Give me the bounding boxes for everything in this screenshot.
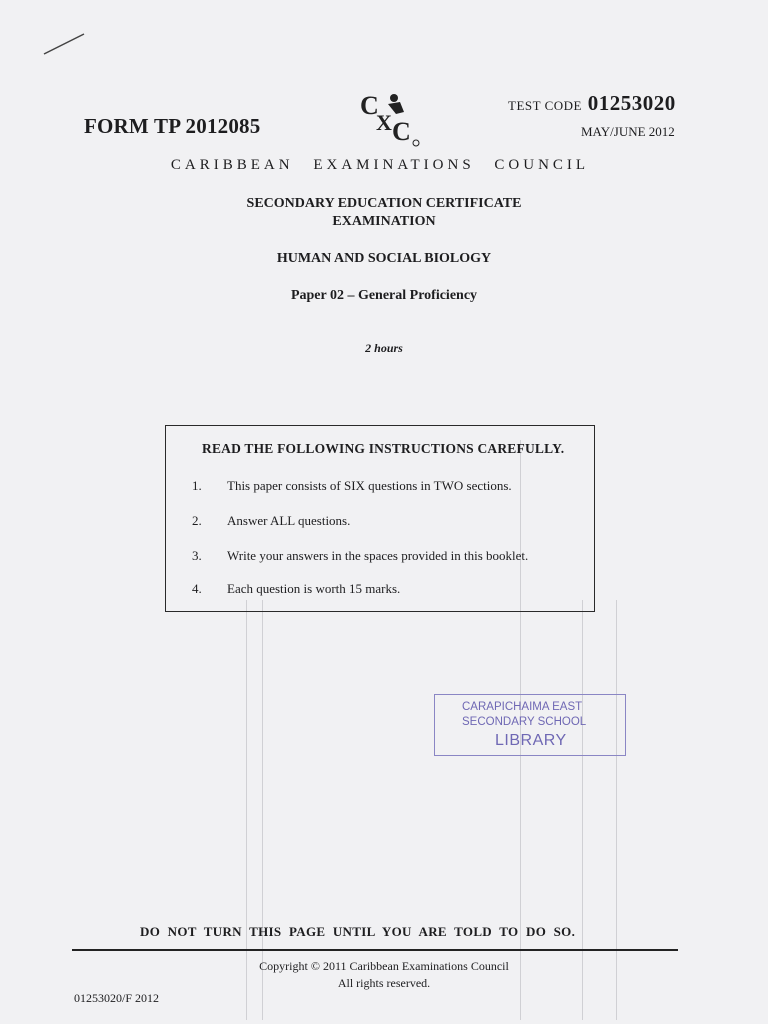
instruction-number: 4. <box>192 581 202 596</box>
instruction-number: 2. <box>192 513 202 528</box>
certificate-title <box>0 195 768 231</box>
copyright-line-1: Copyright © 2011 Caribbean Examinations Council <box>259 959 509 973</box>
instruction-item <box>192 581 400 597</box>
instruction-text: Answer ALL questions. <box>227 513 351 528</box>
instruction-number: 1. <box>192 478 202 493</box>
instruction-item <box>192 478 512 494</box>
copyright-notice <box>0 958 768 992</box>
instruction-number: 3. <box>192 548 202 563</box>
instruction-text: Write your answers in the spaces provided in this booklet. <box>227 548 529 563</box>
exam-duration: 2 hours <box>365 341 403 355</box>
test-code <box>508 91 676 116</box>
do-not-turn-warning: DO NOT TURN THIS PAGE UNTIL YOU ARE TOLD TO DO SO. <box>140 924 576 939</box>
certificate-line-2: EXAMINATION <box>332 214 436 229</box>
scan-streak <box>246 600 247 1020</box>
test-code-value: 01253020 <box>587 91 676 115</box>
paper-title: Paper 02 – General Proficiency <box>290 288 478 303</box>
stamp-line-3: LIBRARY <box>495 732 567 749</box>
footer-divider <box>72 949 678 951</box>
form-code: FORM TP 2012085 <box>84 114 261 138</box>
scan-streak <box>616 600 617 1020</box>
certificate-line-1: SECONDARY EDUCATION CERTIFICATE <box>246 196 522 211</box>
scan-streak <box>582 600 583 1020</box>
library-stamp <box>434 694 626 756</box>
council-name: CARIBBEAN EXAMINATIONS COUNCIL <box>170 157 590 173</box>
svg-text:C: C <box>392 117 411 146</box>
page-code: 01253020/F 2012 <box>74 991 160 1005</box>
stamp-line-1: CARAPICHAIMA EAST <box>462 701 583 713</box>
instructions-box <box>165 425 595 612</box>
pen-mark-icon <box>40 28 90 58</box>
copyright-line-2: All rights reserved. <box>337 976 431 990</box>
instruction-item <box>192 548 528 564</box>
exam-session: MAY/JUNE 2012 <box>581 124 675 139</box>
instructions-title: READ THE FOLLOWING INSTRUCTIONS CAREFULLY. <box>202 441 565 456</box>
instruction-text: This paper consists of SIX questions in TWO sections. <box>227 478 512 493</box>
stamp-line-2: SECONDARY SCHOOL <box>462 716 587 728</box>
cxc-logo-icon <box>356 88 422 148</box>
svg-text:X: X <box>376 110 392 135</box>
test-code-label: TEST CODE <box>508 98 582 113</box>
instruction-item <box>192 513 350 529</box>
subject-title: HUMAN AND SOCIAL BIOLOGY <box>276 251 492 266</box>
instruction-text: Each question is worth 15 marks. <box>227 581 401 596</box>
svg-text:C: C <box>360 91 379 120</box>
scan-streak <box>262 600 263 1020</box>
